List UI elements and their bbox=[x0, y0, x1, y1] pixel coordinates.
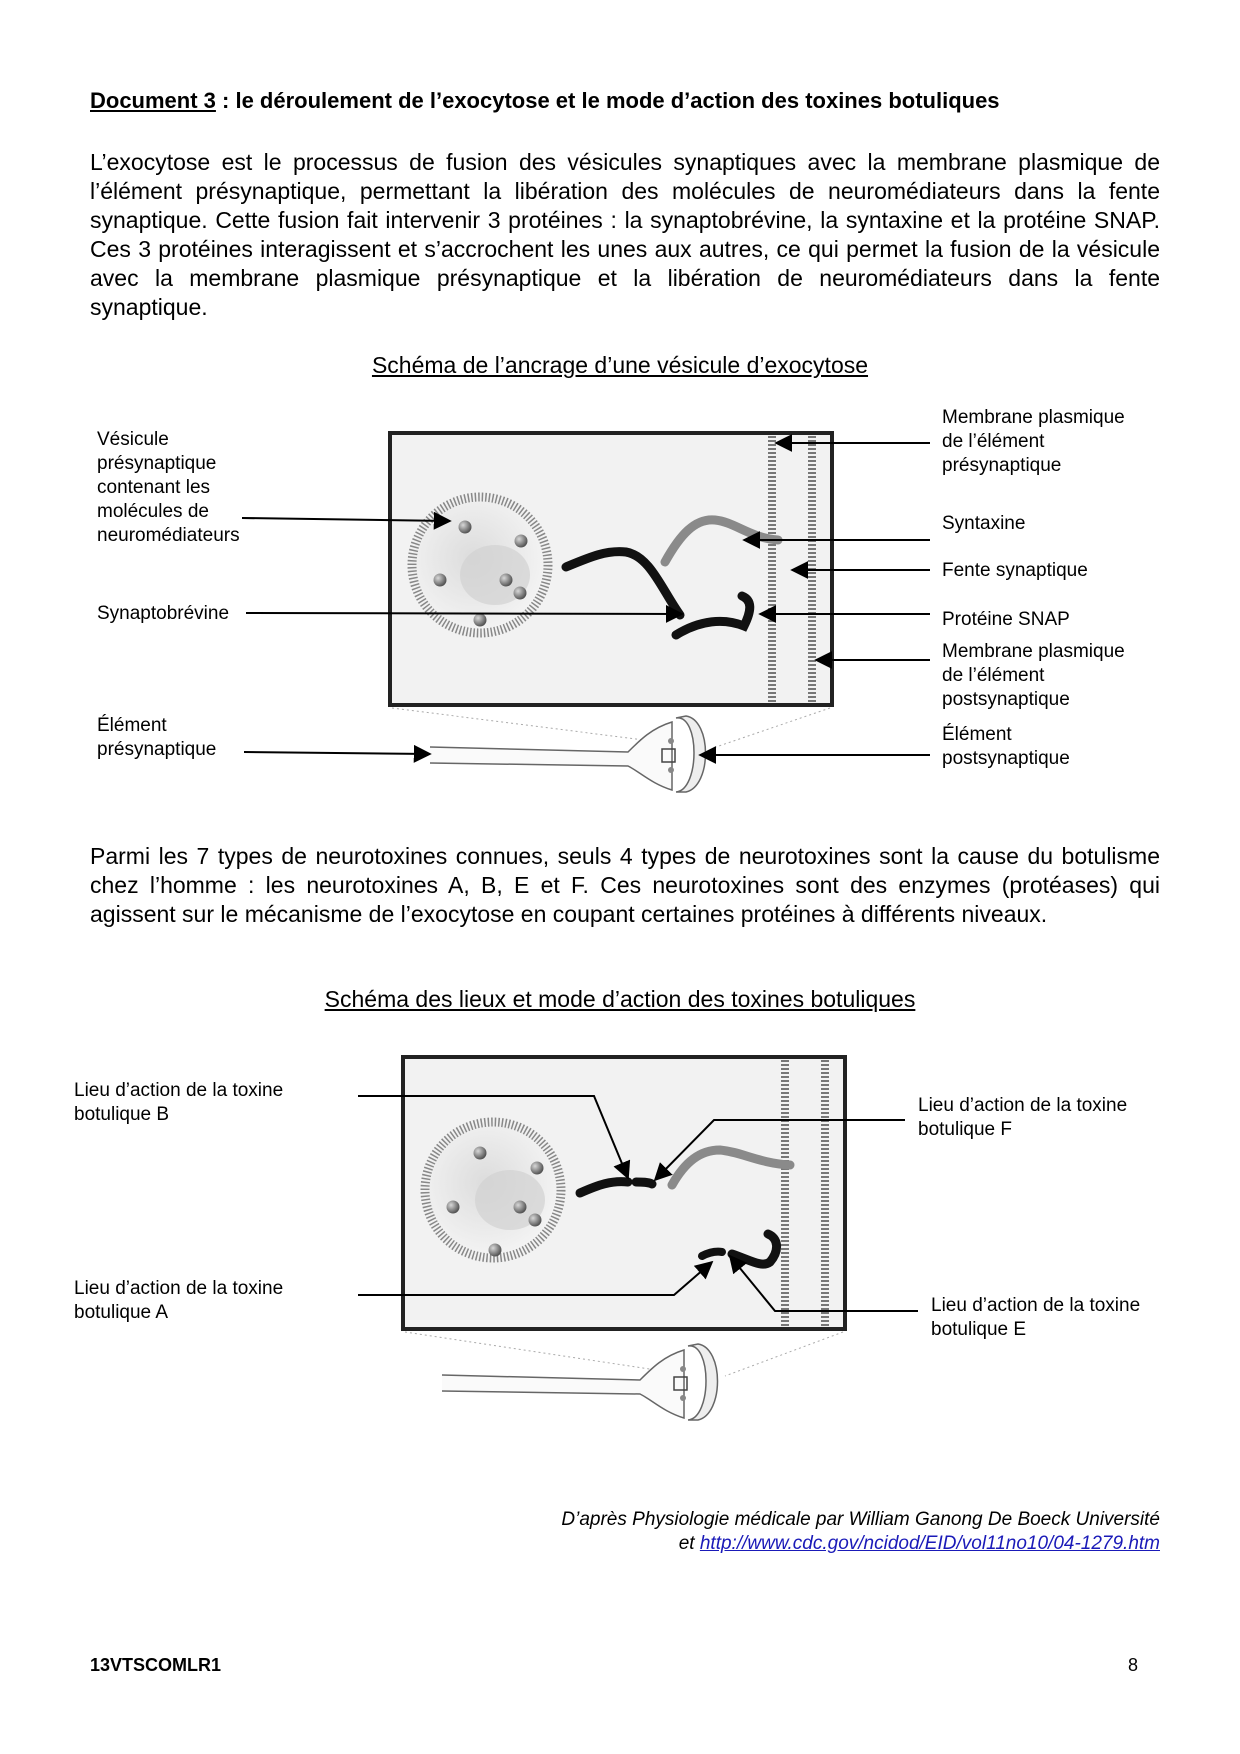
neurotransmitter-molecule bbox=[529, 1214, 542, 1227]
label-postsynaptic-membrane: Membrane plasmique de l’élément postsynaptique bbox=[942, 641, 1125, 710]
middle-paragraph: Parmi les 7 types de neurotoxines connues, seuls 4 types de neurotoxines sont la cause du botulisme chez l’homme : les neurotoxines A, B, E et F. Ces neurotoxines sont des enzymes (protéases) qui agissent sur le mécanisme de l’exocytose en coupant certaines protéines à différents niveaux. bbox=[90, 843, 1160, 927]
source-link-line bbox=[561, 1532, 1160, 1556]
postsynaptic-element-shape bbox=[688, 1344, 718, 1420]
label-presynaptic-membrane: Membrane plasmique de l’élément présynaptique bbox=[942, 407, 1125, 476]
neurotransmitter-molecule bbox=[447, 1201, 460, 1214]
neurotransmitter-molecule bbox=[489, 1244, 502, 1257]
presynaptic-axon bbox=[430, 722, 672, 790]
neurotransmitter-molecule bbox=[459, 521, 472, 534]
neurotransmitter-molecule bbox=[474, 1147, 487, 1160]
label-presynaptic-element: Élément présynaptique bbox=[97, 715, 217, 760]
label-toxin-a: Lieu d’action de la toxine botulique A bbox=[74, 1278, 284, 1323]
page-number: 8 bbox=[1128, 1655, 1139, 1675]
neurotransmitter-molecule bbox=[514, 587, 527, 600]
document-title: : le déroulement de l’exocytose et le mode d’action des toxines botuliques bbox=[215, 88, 1000, 113]
cut-snap-protein-left bbox=[702, 1252, 722, 1256]
intro-paragraph: L’exocytose est le processus de fusion des vésicules synaptiques avec la membrane plasmique de l’élément présynaptique, permettant la libération des molécules de neuromédiateurs dans la fente synaptique. Cette fusion fait intervenir 3 protéines : la synaptobrévine, la syntaxine et la protéine SNAP. Ces 3 protéines interagissent et s’accrochent les unes aux autres, ce qui permet la fusion de la vésicule avec la membrane plasmique présynaptique et la libération de neuromédiateurs dans la fente synaptique. bbox=[90, 149, 1160, 320]
label-synaptobrevin: Synaptobrévine bbox=[97, 603, 230, 624]
neurotransmitter-molecule bbox=[474, 614, 487, 627]
label-snap-protein: Protéine SNAP bbox=[942, 609, 1070, 630]
presynaptic-axon bbox=[442, 1350, 684, 1418]
label-postsynaptic-element: Élément postsynaptique bbox=[942, 724, 1070, 769]
neurotransmitter-molecule bbox=[434, 574, 447, 587]
neurotransmitter-molecule bbox=[500, 574, 513, 587]
neurotransmitter-molecule bbox=[531, 1162, 544, 1175]
label-toxin-b: Lieu d’action de la toxine botulique B bbox=[74, 1080, 284, 1125]
document-heading bbox=[90, 88, 1000, 114]
figure1-caption: Schéma de l’ancrage d’une vésicule d’exocytose bbox=[371, 352, 869, 378]
synaptobrevin-arrow bbox=[246, 613, 682, 614]
label-synaptic-cleft: Fente synaptique bbox=[942, 560, 1088, 581]
label-syntaxin: Syntaxine bbox=[942, 513, 1026, 534]
figure2-caption: Schéma des lieux et mode d’action des toxines botuliques bbox=[324, 986, 916, 1012]
source-line: D’après Physiologie médicale par William Ganong De Boeck Université bbox=[561, 1509, 1160, 1530]
cut-synaptobrevin-piece-right bbox=[636, 1182, 652, 1184]
footer-code: 13VTSCOMLR1 bbox=[90, 1655, 222, 1675]
presynaptic-element-arrow bbox=[244, 752, 430, 754]
source-citation bbox=[561, 1508, 1160, 1556]
neurotransmitter-molecule bbox=[514, 1201, 527, 1214]
label-toxin-e: Lieu d’action de la toxine botulique E bbox=[931, 1295, 1141, 1340]
source-link[interactable]: http://www.cdc.gov/ncidod/EID/vol11no10/04-1279.htm bbox=[699, 1533, 1160, 1554]
label-vesicle: Vésicule présynaptique contenant les molécules de neuromédiateurs bbox=[97, 429, 240, 546]
document-number: Document 3 bbox=[90, 88, 216, 113]
source-prefix: et bbox=[678, 1533, 700, 1554]
neurotransmitter-molecule bbox=[515, 535, 528, 548]
label-toxin-f: Lieu d’action de la toxine botulique F bbox=[918, 1095, 1128, 1140]
